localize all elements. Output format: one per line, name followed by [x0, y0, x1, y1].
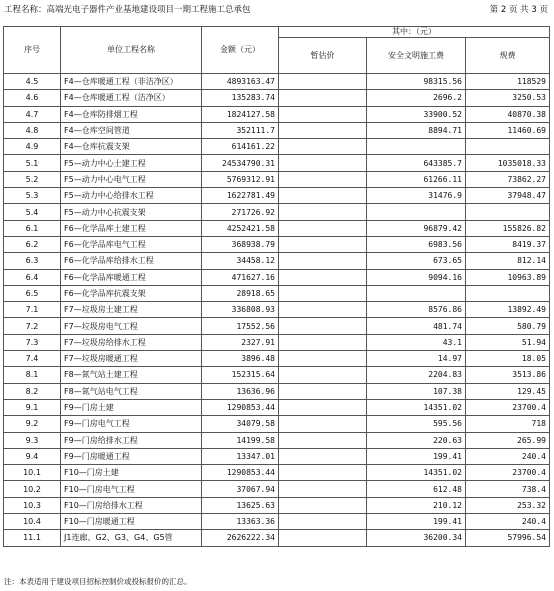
- cell-safety: 210.12: [367, 497, 466, 513]
- cell-fees: 3513.86: [466, 367, 550, 383]
- cell-amount: 1622781.49: [202, 188, 279, 204]
- cell-fees: 580.79: [466, 318, 550, 334]
- sheet-header: [4, 3, 548, 17]
- cell-amount: 4893163.47: [202, 74, 279, 90]
- cell-safety: 36200.34: [367, 530, 466, 546]
- cell-name: F4—仓库抗震支架: [61, 139, 202, 155]
- cell-fees: 23700.4: [466, 465, 550, 481]
- cell-safety: 14.97: [367, 351, 466, 367]
- cell-provisional: [279, 334, 367, 350]
- table-row: [4, 204, 550, 220]
- table-row: [4, 416, 550, 432]
- cell-name: F7—垃圾房土建工程: [61, 302, 202, 318]
- col-header-amount: 金额（元）: [202, 27, 279, 74]
- cell-provisional: [279, 285, 367, 301]
- table-row: [4, 171, 550, 187]
- col-header-no: 序号: [4, 27, 61, 74]
- cell-no: 7.3: [4, 334, 61, 350]
- cell-name: F6—化学品库抗震支架: [61, 285, 202, 301]
- cell-name: F5—动力中心给排水工程: [61, 188, 202, 204]
- cell-name: F8—氮气站土建工程: [61, 367, 202, 383]
- cell-amount: 5769312.91: [202, 171, 279, 187]
- table-row: [4, 236, 550, 252]
- cell-safety: 6983.56: [367, 236, 466, 252]
- table-row: [4, 432, 550, 448]
- cell-no: 5.1: [4, 155, 61, 171]
- cell-safety: 220.63: [367, 432, 466, 448]
- cell-amount: 4252421.58: [202, 220, 279, 236]
- cell-name: F7—垃圾房给排水工程: [61, 334, 202, 350]
- cell-safety: 61266.11: [367, 171, 466, 187]
- cell-amount: 1290853.44: [202, 465, 279, 481]
- cell-fees: 37948.47: [466, 188, 550, 204]
- table-row: [4, 399, 550, 415]
- cell-fees: 10963.89: [466, 269, 550, 285]
- table-row: [4, 514, 550, 530]
- cell-provisional: [279, 351, 367, 367]
- cell-fees: 40870.38: [466, 106, 550, 122]
- cell-safety: 2204.83: [367, 367, 466, 383]
- cell-provisional: [279, 514, 367, 530]
- cell-safety: 199.41: [367, 448, 466, 464]
- cell-amount: 13625.63: [202, 497, 279, 513]
- col-header-provisional: 暂估价: [279, 38, 367, 74]
- cell-safety: 14351.02: [367, 399, 466, 415]
- cell-provisional: [279, 171, 367, 187]
- cell-name: F5—动力中心土建工程: [61, 155, 202, 171]
- cell-no: 6.1: [4, 220, 61, 236]
- cell-fees: [466, 139, 550, 155]
- cell-name: F10—门房土建: [61, 465, 202, 481]
- cell-no: 8.1: [4, 367, 61, 383]
- table-row: [4, 139, 550, 155]
- cell-name: F6—化学品库土建工程: [61, 220, 202, 236]
- cell-amount: 34079.58: [202, 416, 279, 432]
- cell-no: 6.4: [4, 269, 61, 285]
- table-body: [4, 74, 550, 547]
- table-row: [4, 220, 550, 236]
- cell-safety: 8894.71: [367, 122, 466, 138]
- cell-provisional: [279, 204, 367, 220]
- cell-safety: 2696.2: [367, 90, 466, 106]
- cell-no: 9.1: [4, 399, 61, 415]
- cell-name: F5—动力中心抗震支架: [61, 204, 202, 220]
- cell-amount: 13363.36: [202, 514, 279, 530]
- cell-fees: 240.4: [466, 514, 550, 530]
- cell-name: F6—化学品库给排水工程: [61, 253, 202, 269]
- cell-no: 8.2: [4, 383, 61, 399]
- cell-fees: 18.05: [466, 351, 550, 367]
- cell-amount: 135283.74: [202, 90, 279, 106]
- cell-no: 7.2: [4, 318, 61, 334]
- cell-provisional: [279, 530, 367, 546]
- cell-name: F10—门房暖通工程: [61, 514, 202, 530]
- cell-name: F9—门房暖通工程: [61, 448, 202, 464]
- cell-provisional: [279, 74, 367, 90]
- cell-safety: 31476.9: [367, 188, 466, 204]
- cell-name: F7—垃圾房暖通工程: [61, 351, 202, 367]
- cell-provisional: [279, 122, 367, 138]
- cell-provisional: [279, 383, 367, 399]
- cell-name: F6—化学品库暖通工程: [61, 269, 202, 285]
- cell-provisional: [279, 253, 367, 269]
- cell-safety: 43.1: [367, 334, 466, 350]
- cell-name: F8—氮气站电气工程: [61, 383, 202, 399]
- cell-provisional: [279, 399, 367, 415]
- project-name: 高端光电子器件产业基地建设项目一期工程施工总承包: [46, 5, 251, 15]
- cell-safety: 199.41: [367, 514, 466, 530]
- cell-fees: 1035018.33: [466, 155, 550, 171]
- cell-amount: 17552.56: [202, 318, 279, 334]
- cell-amount: 14199.58: [202, 432, 279, 448]
- table-row: [4, 188, 550, 204]
- table-row: [4, 383, 550, 399]
- cell-no: 10.2: [4, 481, 61, 497]
- col-header-fees: 规费: [466, 38, 550, 74]
- cell-name: F10—门房电气工程: [61, 481, 202, 497]
- cell-fees: 738.4: [466, 481, 550, 497]
- cell-provisional: [279, 481, 367, 497]
- cell-amount: 2626222.34: [202, 530, 279, 546]
- table-row: [4, 122, 550, 138]
- cell-no: 7.4: [4, 351, 61, 367]
- cell-provisional: [279, 318, 367, 334]
- cell-no: 10.1: [4, 465, 61, 481]
- cell-fees: 57996.54: [466, 530, 550, 546]
- cell-amount: 13347.01: [202, 448, 279, 464]
- cell-fees: 73862.27: [466, 171, 550, 187]
- cell-name: F7—垃圾房电气工程: [61, 318, 202, 334]
- table-row: [4, 334, 550, 350]
- cell-amount: 2327.91: [202, 334, 279, 350]
- cell-name: F9—门房电气工程: [61, 416, 202, 432]
- cell-fees: 812.14: [466, 253, 550, 269]
- cell-provisional: [279, 497, 367, 513]
- cell-no: 6.2: [4, 236, 61, 252]
- cell-no: 6.3: [4, 253, 61, 269]
- cell-no: 6.5: [4, 285, 61, 301]
- table-row: [4, 90, 550, 106]
- cell-fees: 13892.49: [466, 302, 550, 318]
- cell-amount: 614161.22: [202, 139, 279, 155]
- cell-fees: [466, 204, 550, 220]
- cell-provisional: [279, 269, 367, 285]
- cell-fees: 155826.82: [466, 220, 550, 236]
- cell-no: 11.1: [4, 530, 61, 546]
- table-row: [4, 530, 550, 546]
- cell-no: 10.3: [4, 497, 61, 513]
- table-row: [4, 269, 550, 285]
- cell-fees: 118529: [466, 74, 550, 90]
- cell-amount: 471627.16: [202, 269, 279, 285]
- cell-safety: 33900.52: [367, 106, 466, 122]
- cell-fees: 129.45: [466, 383, 550, 399]
- project-label: 工程名称：: [4, 5, 47, 15]
- cell-safety: 8576.86: [367, 302, 466, 318]
- table-row: [4, 497, 550, 513]
- cell-name: F4—仓库防排烟工程: [61, 106, 202, 122]
- cell-safety: [367, 204, 466, 220]
- cell-fees: 253.32: [466, 497, 550, 513]
- cell-no: 9.2: [4, 416, 61, 432]
- cell-amount: 271726.92: [202, 204, 279, 220]
- cell-safety: 9094.16: [367, 269, 466, 285]
- table-row: [4, 351, 550, 367]
- cell-no: 4.5: [4, 74, 61, 90]
- cell-safety: [367, 139, 466, 155]
- cell-fees: 8419.37: [466, 236, 550, 252]
- cell-amount: 1290853.44: [202, 399, 279, 415]
- cell-provisional: [279, 90, 367, 106]
- cell-name: F4—仓库暖通工程（非洁净区）: [61, 74, 202, 90]
- cell-safety: 612.48: [367, 481, 466, 497]
- cell-no: 4.8: [4, 122, 61, 138]
- table-row: [4, 285, 550, 301]
- cell-safety: [367, 285, 466, 301]
- cell-provisional: [279, 188, 367, 204]
- table-row: [4, 302, 550, 318]
- cell-provisional: [279, 448, 367, 464]
- cell-provisional: [279, 220, 367, 236]
- footnote: 注：本表适用于建设项目招标控制价或投标报价的汇总。: [4, 577, 192, 586]
- cell-provisional: [279, 367, 367, 383]
- cell-no: 10.4: [4, 514, 61, 530]
- cell-no: 5.3: [4, 188, 61, 204]
- cell-amount: 352111.7: [202, 122, 279, 138]
- table-row: [4, 481, 550, 497]
- table-row: [4, 106, 550, 122]
- cell-amount: 152315.64: [202, 367, 279, 383]
- cell-fees: 718: [466, 416, 550, 432]
- cell-fees: 51.94: [466, 334, 550, 350]
- cell-no: 4.6: [4, 90, 61, 106]
- cell-safety: 107.38: [367, 383, 466, 399]
- cell-name: F4—仓库空间管道: [61, 122, 202, 138]
- cell-amount: 28918.65: [202, 285, 279, 301]
- cell-amount: 1824127.58: [202, 106, 279, 122]
- cell-provisional: [279, 416, 367, 432]
- col-header-safety: 安全文明施工费: [367, 38, 466, 74]
- table-row: [4, 74, 550, 90]
- cell-amount: 3896.48: [202, 351, 279, 367]
- cell-no: 4.7: [4, 106, 61, 122]
- cell-no: 9.3: [4, 432, 61, 448]
- cell-provisional: [279, 465, 367, 481]
- cell-amount: 34458.12: [202, 253, 279, 269]
- cell-no: 5.2: [4, 171, 61, 187]
- summary-table: [3, 26, 550, 547]
- cell-safety: 98315.56: [367, 74, 466, 90]
- cell-amount: 368938.79: [202, 236, 279, 252]
- cell-name: F6—化学品库电气工程: [61, 236, 202, 252]
- cell-safety: 643385.7: [367, 155, 466, 171]
- cell-no: 5.4: [4, 204, 61, 220]
- cell-name: F5—动力中心电气工程: [61, 171, 202, 187]
- cell-safety: 481.74: [367, 318, 466, 334]
- table-row: [4, 155, 550, 171]
- cell-name: J1连廊、G2、G3、G4、G5管: [61, 530, 202, 546]
- cell-provisional: [279, 155, 367, 171]
- cell-fees: 265.99: [466, 432, 550, 448]
- table-row: [4, 465, 550, 481]
- table-row: [4, 318, 550, 334]
- page-info: 第 2 页 共 3 页: [489, 5, 548, 15]
- table-row: [4, 367, 550, 383]
- cell-safety: 96879.42: [367, 220, 466, 236]
- cell-provisional: [279, 236, 367, 252]
- cell-fees: 3250.53: [466, 90, 550, 106]
- cell-name: F4—仓库暖通工程（洁净区）: [61, 90, 202, 106]
- cell-no: 9.4: [4, 448, 61, 464]
- table-row: [4, 253, 550, 269]
- cell-provisional: [279, 139, 367, 155]
- cell-fees: 240.4: [466, 448, 550, 464]
- cell-provisional: [279, 432, 367, 448]
- cell-name: F9—门房给排水工程: [61, 432, 202, 448]
- cell-amount: 336808.93: [202, 302, 279, 318]
- cell-fees: [466, 285, 550, 301]
- cell-amount: 37067.94: [202, 481, 279, 497]
- cell-fees: 11460.69: [466, 122, 550, 138]
- cell-fees: 23700.4: [466, 399, 550, 415]
- cell-safety: 14351.02: [367, 465, 466, 481]
- cell-no: 7.1: [4, 302, 61, 318]
- project-title: [4, 3, 251, 17]
- col-header-name: 单位工程名称: [61, 27, 202, 74]
- cell-provisional: [279, 106, 367, 122]
- col-header-of-which: 其中：（元）: [279, 27, 550, 38]
- cell-no: 4.9: [4, 139, 61, 155]
- table-row: [4, 448, 550, 464]
- cell-name: F9—门房土建: [61, 399, 202, 415]
- cell-amount: 13636.96: [202, 383, 279, 399]
- cell-safety: 673.65: [367, 253, 466, 269]
- cell-name: F10—门房给排水工程: [61, 497, 202, 513]
- cell-safety: 595.56: [367, 416, 466, 432]
- cell-amount: 24534790.31: [202, 155, 279, 171]
- cell-provisional: [279, 302, 367, 318]
